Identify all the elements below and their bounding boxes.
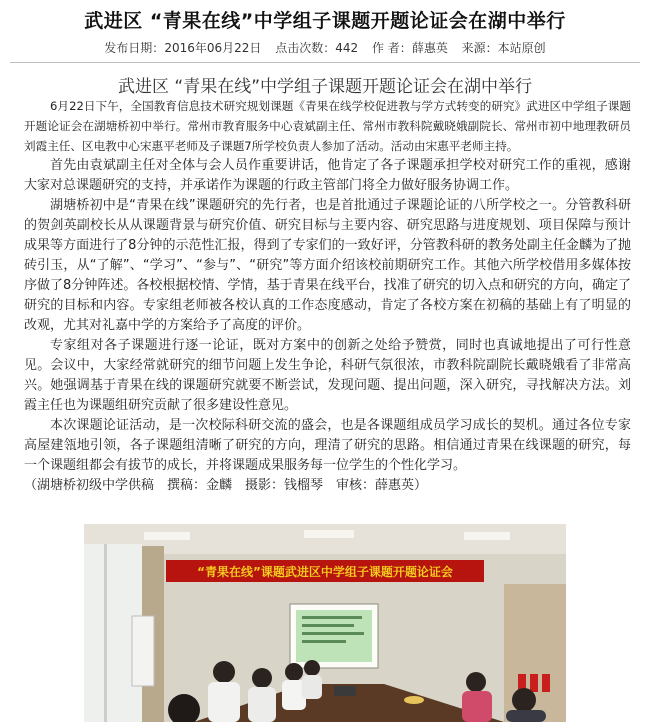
article-paragraph-3: 湖塘桥初中是“青果在线”课题研究的先行者，也是首批通过子课题论证的八所学校之一。分管教科研的贺剑英副校长从从课题背景与研究价值、研究目标与主要内容、研究思路与进度规划、项目保障与预计成果等方面进行了8分钟的示范性汇报，得到了专家们的一致好评，分管教科研的教务处副主任金麟为了抛砖引玉，从“了解”、“学习”、“参与”、“研究”等方面介绍该校前期研究工作。其他六所学校借用多媒体按序做了8分钟阵述。各校根据校情、学情，基于青果在线平台，找准了研究的切入点和研究的方向，确定了研究的目标和内容。专家组老师被各校认真的工作态度感动，肯定了各校方案在初稿的基础上有了明显的改观，尤其对礼嘉中学的方案给予了高度的评价。 <box>24 198 631 333</box>
ceiling-light-2 <box>304 530 354 538</box>
person-head-2 <box>252 668 272 688</box>
ceiling-light-1 <box>144 532 190 540</box>
fruit-plate <box>404 696 424 704</box>
red-cup-3 <box>542 674 550 692</box>
water-dispenser <box>132 616 154 686</box>
person-head-1 <box>213 661 235 683</box>
slide-line-3 <box>302 632 364 635</box>
clicks-value: 442 <box>335 41 359 55</box>
author-value: 薛惠英 <box>411 41 448 55</box>
slide-line-4 <box>302 640 346 643</box>
person-body-2 <box>248 687 276 722</box>
person-body-4 <box>302 675 322 699</box>
article-credit: （湖塘桥初级中学供稿 撰稿：金麟 摄影：钱榴琴 审核：薛惠英） <box>24 478 428 493</box>
person-body-1 <box>208 682 240 722</box>
laptop <box>334 686 356 696</box>
person-head-4 <box>304 660 320 676</box>
person-body-5 <box>462 691 492 722</box>
article-body <box>24 96 631 496</box>
banner-text: “青果在线”课题武进区中学组子课题开题论证会 <box>197 565 453 579</box>
source <box>462 41 546 55</box>
header-divider <box>10 62 640 63</box>
click-count <box>275 41 358 55</box>
person-head-3 <box>285 663 303 681</box>
page-title: 武进区 “青果在线”中学组子课题开题论证会在湖中举行 <box>84 10 566 32</box>
article-paragraph-1: 6月22日下午，全国教育信息技术研究规划课题《青果在线学校促进教与学方式转变的研究》武进区中学组子课题开题论证会在湖塘桥初中举行。常州市教育服务中心袁斌副主任、常州市教科院戴晓娥副院长、常州市初中地理教研员刘霞主任、区电教中心宋惠平老师及子课题7所学校负责人参加了活动。活动由宋惠平老师主持。 <box>24 99 631 153</box>
article-meta <box>0 39 650 56</box>
publish-label: 发布日期： <box>104 41 165 55</box>
red-cup-2 <box>530 674 538 692</box>
author <box>372 41 448 55</box>
window-frame <box>104 544 107 722</box>
person-body-6 <box>506 710 546 722</box>
article-paragraph-4: 专家组对各子课题进行逐一论证，既对方案中的创新之处给予赞赏，同时也真诚地提出了可行性意见。会议中，大家经常就研究的细节问题上发生争论，科研气氛很浓，市教科院副院长戴晓娥看了非常高兴。她强调基于青果在线的课题研究就要不断尝试，发现问题、提出问题，深入研究，寻找解决方法。刘霞主任也为课题组研究贡献了很多建设性意见。 <box>24 338 631 413</box>
article-subtitle: 武进区 “青果在线”中学组子课题开题论证会在湖中举行 <box>117 77 533 97</box>
meeting-photo-illustration <box>84 524 566 722</box>
article-paragraph-5: 本次课题论证活动，是一次校际科研交流的盛会，也是各课题组成员学习成长的契机。通过各位专家高屋建瓴地引领，各子课题组清晰了研究的方向，理清了研究的思路。相信通过青果在线课题的研究，每一个课题组都会有拔节的成长，并将课题成果服务每一位学生的个性化学习。 <box>24 418 631 473</box>
person-head-5 <box>466 672 486 692</box>
source-value: 本站原创 <box>497 41 546 55</box>
slide-line-2 <box>302 624 354 627</box>
clicks-label: 点击次数： <box>275 41 336 55</box>
ceiling-light-3 <box>464 532 510 540</box>
source-label: 来源： <box>461 41 498 55</box>
author-label: 作 者： <box>371 41 412 55</box>
article-paragraph-2: 首先由袁斌副主任对全体与会人员作重要讲话，他肯定了各子课题承担学校对研究工作的重视，感谢大家对总课题研究的支持，并承诺作为课题的行政主管部门将全力做好服务协调工作。 <box>24 158 631 193</box>
publish-value: 2016年06月22日 <box>164 41 262 55</box>
meeting-photo <box>84 524 566 722</box>
person-head-6 <box>512 688 536 712</box>
publish-date <box>104 41 261 55</box>
slide-line-1 <box>302 616 362 619</box>
